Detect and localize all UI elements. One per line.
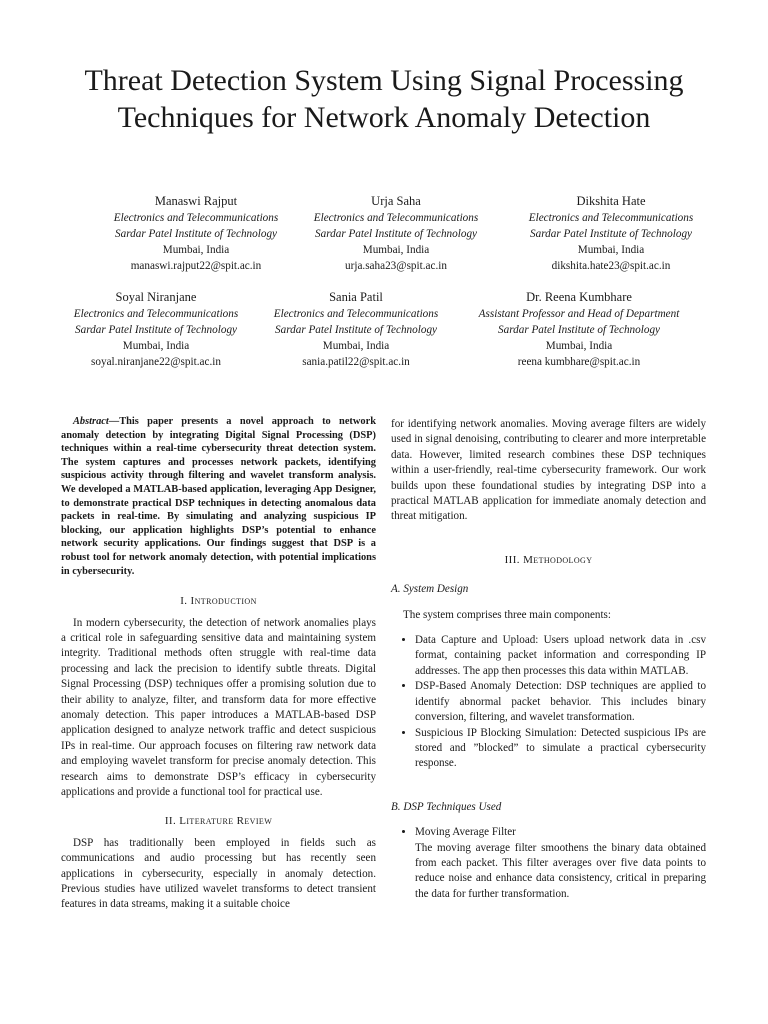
list-item (415, 825, 706, 902)
author-email: sania.patil22@spit.ac.in (302, 356, 410, 368)
author-city: Mumbai, India (577, 244, 645, 256)
section-heading-introduction: I. Introduction (180, 595, 257, 608)
author-city: Mumbai, India (322, 340, 390, 352)
author-institute: Sardar Patel Institute of Technology (75, 324, 237, 336)
author-email: dikshita.hate23@spit.ac.in (551, 260, 671, 272)
author-block (464, 288, 694, 370)
literature-continuation: for identifying network anomalies. Moving average filters are widely used in signal denoising, contributing to clearer and more interpretable data. However, limited research combines these DSP techniques within a user-friendly, real-time cybersecurity framework. Our work builds upon these foundational studies by integrating DSP into a practical MATLAB application for immediate anomaly detection and threat mitigation. (391, 418, 706, 523)
author-city: Mumbai, India (362, 244, 430, 256)
subsection-heading-dsp-techniques: B. DSP Techniques Used (391, 800, 502, 813)
author-email: manaswi.rajput22@spit.ac.in (130, 260, 262, 272)
author-affiliation: Electronics and Telecommunications (528, 212, 694, 224)
title-line-2: Techniques for Network Anomaly Detection (117, 101, 651, 134)
technique-title: • Moving Average Filter (415, 826, 516, 839)
left-column (61, 415, 376, 913)
author-block (241, 288, 471, 370)
author-email: reena kumbhare@spit.ac.in (517, 356, 641, 368)
literature-paragraph: DSP has traditionally been employed in fields such as communications and audio processing but has recently seen applications in cybersecurity, especially in anomaly detection. Previous studies have utilized wavelet transforms to detect transient features in data streams, making it a suitable choice (61, 836, 376, 911)
author-city: Mumbai, India (122, 340, 190, 352)
author-city: Mumbai, India (545, 340, 613, 352)
author-affiliation: Electronics and Telecommunications (113, 212, 279, 224)
author-email: urja.saha23@spit.ac.in (345, 260, 447, 272)
author-name: Dr. Reena Kumbhare (526, 290, 632, 304)
author-institute: Sardar Patel Institute of Technology (530, 228, 692, 240)
author-block (496, 192, 726, 274)
technique-description: The moving average filter smoothens the binary data obtained from each packet. This filter averages over five data points to reduce noise and enhance data consistency, critical in preparing the data for further transformation. (415, 841, 706, 900)
author-name: Urja Saha (371, 194, 421, 208)
author-city: Mumbai, India (162, 244, 230, 256)
section-heading-literature-review: II. Literature Review (164, 815, 273, 828)
abstract-text: —This paper presents a novel approach to network anomaly detection by integrating Digital Signal Processing (DSP) techniques within a real-time cybersecurity threat detection system. The system captures and processes network packets, identifying suspicious activity through filtering and wavelet transform analysis. We developed a MATLAB-based application, leveraging App Designer, to demonstrate practical DSP techniques in detecting anomalous data packets in real-time. By simulating and analyzing suspicious IP blocking, our application highlights DSP’s potential to enhance network security applications. Our findings suggest that DSP is a robust tool for network anomaly detection, with potential implications in cybersecurity. (61, 416, 376, 577)
author-institute: Sardar Patel Institute of Technology (498, 324, 660, 336)
system-design-intro: The system comprises three main components: (403, 608, 611, 621)
list-item: • DSP-Based Anomaly Detection: DSP techniques are applied to identify abnormal packet behavior. This includes binary conversion, filtering, and wavelet transformation. (415, 679, 706, 725)
paper-title (40, 62, 728, 136)
author-affiliation: Electronics and Telecommunications (273, 308, 439, 320)
title-line-1: Threat Detection System Using Signal Processing (84, 64, 684, 97)
abstract (61, 415, 376, 578)
right-column (391, 417, 706, 902)
subsection-heading-system-design: A. System Design (391, 583, 469, 596)
author-affiliation: Electronics and Telecommunications (313, 212, 479, 224)
author-block (81, 192, 311, 274)
author-affiliation: Assistant Professor and Head of Department (478, 308, 680, 320)
author-name: Manaswi Rajput (154, 194, 238, 208)
list-item: • Suspicious IP Blocking Simulation: Detected suspicious IPs are stored and ”blocked” to simulate a practical cybersecurity response. (415, 726, 706, 772)
author-institute: Sardar Patel Institute of Technology (115, 228, 277, 240)
abstract-label: Abstract (73, 416, 109, 427)
author-affiliation: Electronics and Telecommunications (73, 308, 239, 320)
section-heading-methodology: III. Methodology (504, 553, 593, 566)
dsp-techniques-list (391, 825, 706, 902)
author-email: soyal.niranjane22@spit.ac.in (91, 356, 221, 368)
author-name: Sania Patil (329, 290, 383, 304)
author-name: Dikshita Hate (576, 194, 646, 208)
list-item: • Data Capture and Upload: Users upload network data in .csv format, containing packet information and corresponding IP addresses. The app then processes this data within MATLAB. (415, 633, 706, 679)
author-institute: Sardar Patel Institute of Technology (275, 324, 437, 336)
author-institute: Sardar Patel Institute of Technology (315, 228, 477, 240)
introduction-paragraph: In modern cybersecurity, the detection of network anomalies plays a critical role in safeguarding sensitive data and maintaining system integrity. Traditional methods often struggle with real-time data processing and lack the precision to identify subtle threats. Digital Signal Processing (DSP) techniques offer a promising solution due to their ability to analyze, filter, and transform data for more effective anomaly detection. This paper introduces a MATLAB-based DSP application designed to analyze network traffic and detect suspicious IPs in real-time. Our approach focuses on filtering raw network data and employing wavelet transform for precise anomaly detection. This research aims to demonstrate DSP’s efficacy in cybersecurity applications and provide a functional tool for practical use. (61, 616, 376, 798)
author-block (281, 192, 511, 274)
system-components-list (391, 633, 706, 772)
author-block (41, 288, 271, 370)
author-name: Soyal Niranjane (115, 290, 197, 304)
